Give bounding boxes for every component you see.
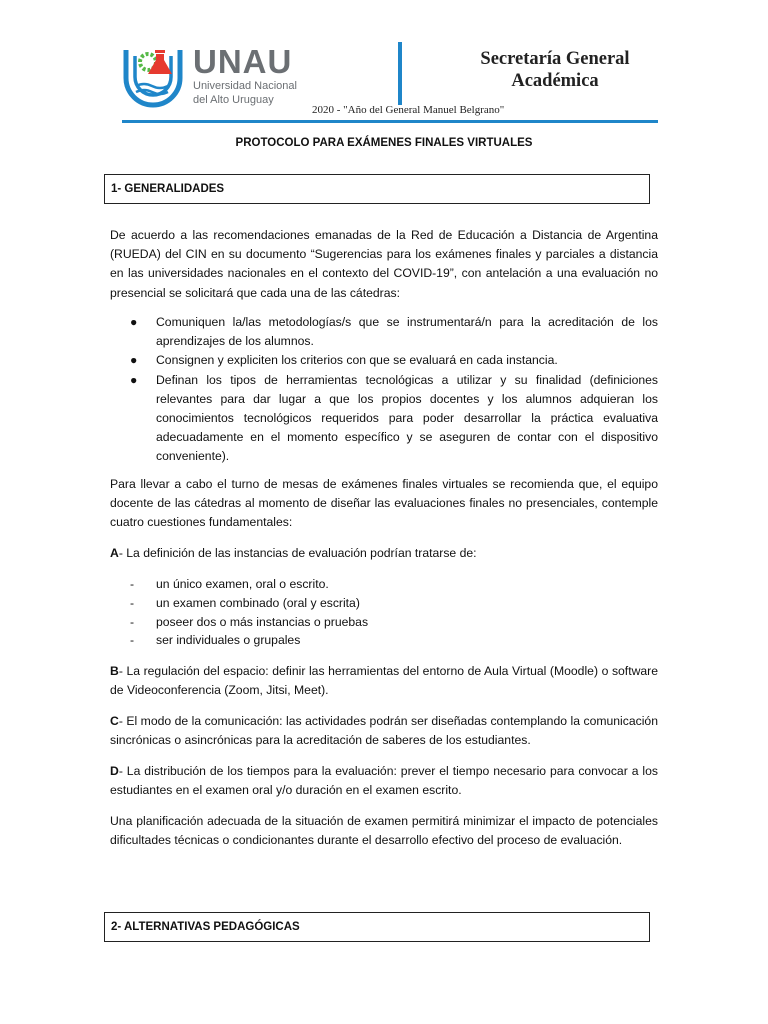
item-c-text: - El modo de la comunicación: las actividades podrán ser diseñadas contemplando la comunicación sincrónicas o asincrónicas para la acreditación de saberes de los estudiantes. [110, 714, 658, 748]
office-line-2: Académica [511, 71, 599, 91]
document-title: PROTOCOLO PARA EXÁMENES FINALES VIRTUALES [235, 137, 533, 149]
year-motto: 2020 - "Año del General Manuel Belgrano" [312, 104, 505, 116]
list-item: - ser individuales o grupales [130, 633, 301, 648]
brand-sub-line-2: del Alto Uruguay [193, 94, 274, 106]
brand-sub-line-1: Universidad Nacional [193, 80, 297, 92]
list-item: ● Consignen y expliciten los criterios con que se evaluará en cada instancia. [110, 351, 658, 370]
item-d-text: - La distribución de los tiempos para la evaluación: prever el tiempo necesario para convocar a los estudiantes en el examen oral y/o duración en el examen escrito. [110, 764, 658, 798]
bullet-icon: ● [130, 315, 138, 329]
list-item: ● Definan los tipos de herramientas tecnológicas a utilizar y su finalidad (definiciones relevantes para dar lugar a que los propios docentes y los alumnos adquieran los conocimientos tecnológicos requeridos para poder desarrollar la práctica evaluativa adecuadamente en el momento específico y se aseguren de contar con el dispositivo conveniente). [130, 372, 658, 464]
office-line-1: Secretaría General [480, 49, 630, 69]
evaluation-types-list [110, 575, 658, 650]
paragraph: Para llevar a cabo el turno de mesas de exámenes finales virtuales se recomienda que, el equipo docente de las cátedras al momento de diseñar las evaluaciones finales no presenciales, contemple cuatro cuestiones fundamentales: [110, 477, 658, 530]
unau-logo-icon [122, 44, 184, 110]
brand-block [193, 43, 297, 106]
header-divider [398, 42, 402, 105]
bullet-icon: ● [130, 372, 138, 387]
item-b-text: - La regulación del espacio: definir las herramientas del entorno de Aula Virtual (Moodle) o software de Videoconferencia (Zoom, Jitsi, Meet). [110, 664, 658, 698]
item-c-label: C [110, 714, 119, 728]
list-item: - un examen combinado (oral y escrita) [130, 595, 360, 610]
office-title [440, 48, 670, 92]
item-a [110, 544, 658, 563]
list-item: - poseer dos o más instancias o pruebas [130, 614, 369, 629]
item-b [110, 662, 658, 700]
requirements-list [110, 313, 658, 467]
item-c [110, 712, 658, 750]
closing-paragraph [110, 812, 658, 850]
brand-name: UNAU [193, 43, 293, 80]
item-d [110, 762, 658, 800]
section-1-heading: 1- GENERALIDADES [104, 174, 650, 204]
item-b-label: B [110, 664, 119, 678]
letterhead [0, 0, 768, 130]
item-a-text: - La definición de las instancias de evaluación podrían tratarse de: [118, 546, 477, 560]
section-1-intro [110, 226, 658, 303]
section-2-heading: 2- ALTERNATIVAS PEDAGÓGICAS [104, 912, 650, 942]
paragraph: Una planificación adecuada de la situación de examen permitirá minimizar el impacto de potenciales dificultades técnicas o condicionantes durante el desarrollo efectivo del proceso de evaluación. [110, 814, 658, 848]
section-1-para-2 [110, 475, 658, 533]
list-item: ● Comuniquen la/las metodologías/s que se instrumentará/n para la acreditación de los aprendizajes de los alumnos. [130, 315, 658, 349]
header-rule [122, 120, 658, 123]
list-item: - un único examen, oral o escrito. [130, 577, 329, 591]
intro-paragraph: De acuerdo a las recomendaciones emanadas de la Red de Educación a Distancia de Argentina (RUEDA) del CIN en su documento “Sugerencias para los exámenes finales y parciales a distancia en las universidades nacionales en el contexto del COVID-19”, con antelación a una evaluación no presencial se solicitará que cada una de las cátedras: [110, 228, 658, 300]
item-a-label: A [110, 546, 119, 560]
item-d-label: D [110, 764, 119, 778]
bullet-icon: ● [130, 353, 138, 368]
